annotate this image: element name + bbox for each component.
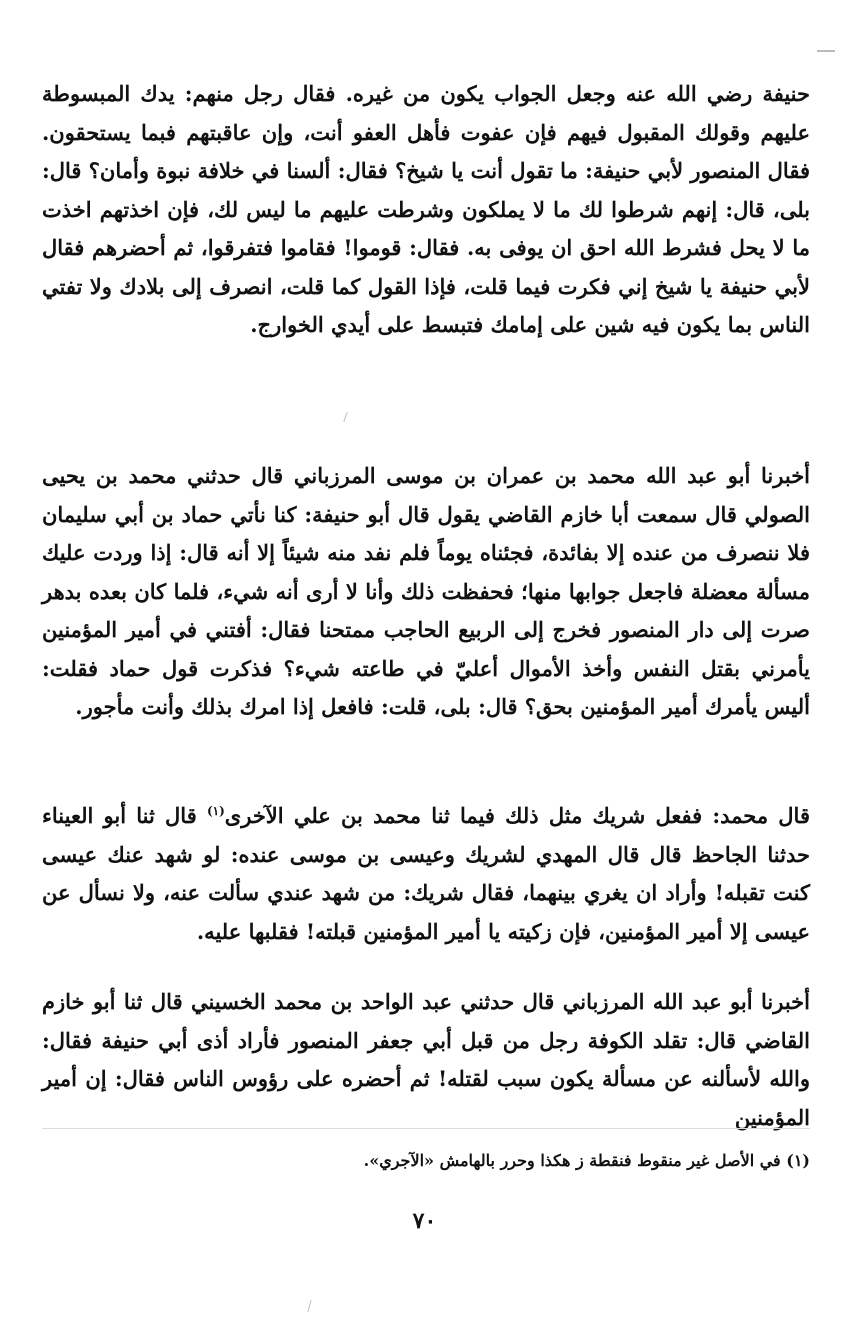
scan-speck: [307, 1300, 311, 1312]
paragraph-4-text: أبو عبد الله المرزباني قال حدثني عبد الواحد بن محمد الخسيني قال ثنا أبو خازم القاضي قال: تقلد الكوفة رجل من قبل أبي جعفر المنصور فأراد أذى أبي حنيفة فقال: والله لأسألنه عن مسألة يكون سبب لقتله! ثم أحضره على رؤوس الناس فقال: إن أمير المؤمنين: [42, 989, 810, 1130]
paragraph-2-lead: أخبرنا: [761, 463, 811, 488]
paragraph-4: [42, 983, 810, 1137]
footnote-reference: (١): [206, 804, 225, 818]
footnote-divider: [42, 1128, 810, 1129]
paragraph-1: [42, 75, 810, 345]
paragraph-3-text-before: قال محمد: ففعل شريك مثل ذلك فيما ثنا محمد بن علي الآخرى: [224, 803, 810, 828]
page-edge-mark: [817, 50, 835, 52]
paragraph-2-text: أبو عبد الله محمد بن عمران بن موسى المرزباني قال حدثني محمد بن يحيى الصولي قال سمعت أبا خازم القاضي يقول قال أبو حنيفة: كنا نأتي حماد بن أبي سليمان فلا ننصرف من عنده إلا بفائدة، فجئناه يوماً فلم نفد منه شيئاً إلا أنه قال: إذا وردت عليك مسألة معضلة فاجعل جوابها منها؛ فحفظت ذلك وأنا لا أرى أنه شيء، فلما كان بعده بدهر صرت إلى دار المنصور فخرج إلى الربيع الحاجب ممتحنا فقال: أفتني في أمير المؤمنين يأمرني بقتل النفس وأخذ الأموال أعليّ في طاعته شيء؟ فذكرت قول حماد فقلت: أليس يأمرك أمير المؤمنين بحق؟ قال: بلى، قلت: فافعل إذا امرك بذلك وأنت مأجور.: [42, 463, 810, 719]
page-number: ٧٠: [412, 1208, 437, 1234]
paragraph-4-lead: أخبرنا: [761, 989, 810, 1014]
paragraph-1-text: حنيفة رضي الله عنه وجعل الجواب يكون من غيره. فقال رجل منهم: يدك المبسوطة عليهم وقولك المقبول فيهم فإن عفوت فأهل العفو أنت، وإن عاقبتهم فبما يستحقون. فقال المنصور لأبي حنيفة: ما تقول أنت يا شيخ؟ فقال: ألسنا في خلافة نبوة وأمان؟ قال: بلى، قال: إنهم شرطوا لك ما لا يملكون وشرطت عليهم ما ليس لك، فإن اخذتهم اخذت ما لا يحل فشرط الله احق ان يوفى به. فقال: قوموا! فقاموا فتفرقوا، ثم أحضرهم فقال لأبي حنيفة يا شيخ إني فكرت فيما قلت، فإذا القول كما قلت، انصرف إلى بلادك ولا تفتي الناس بما يكون فيه شين على إمامك فتبسط على أيدي الخوارج.: [42, 81, 810, 337]
paragraph-3: [42, 797, 810, 951]
scan-speck: [343, 412, 347, 422]
paragraph-3-text-after: قال ثنا أبو العيناء حدثنا الجاحظ قال قال المهدي لشريك وعيسى بن موسى عنده: لو شهد عنك عيسى كنت تقبله! وأراد ان يغري بينهما، فقال شريك: من شهد عندي سألت عنه، ولا نسأل عن عيسى إلا أمير المؤمنين، فإن زكيته يا أمير المؤمنين قبلته! فقلبها عليه.: [42, 803, 810, 944]
footnote: (١) في الأصل غير منقوط فنقطة ز هكذا وحرر بالهامش «الآجري».: [363, 1151, 810, 1170]
paragraph-2: [42, 457, 810, 727]
